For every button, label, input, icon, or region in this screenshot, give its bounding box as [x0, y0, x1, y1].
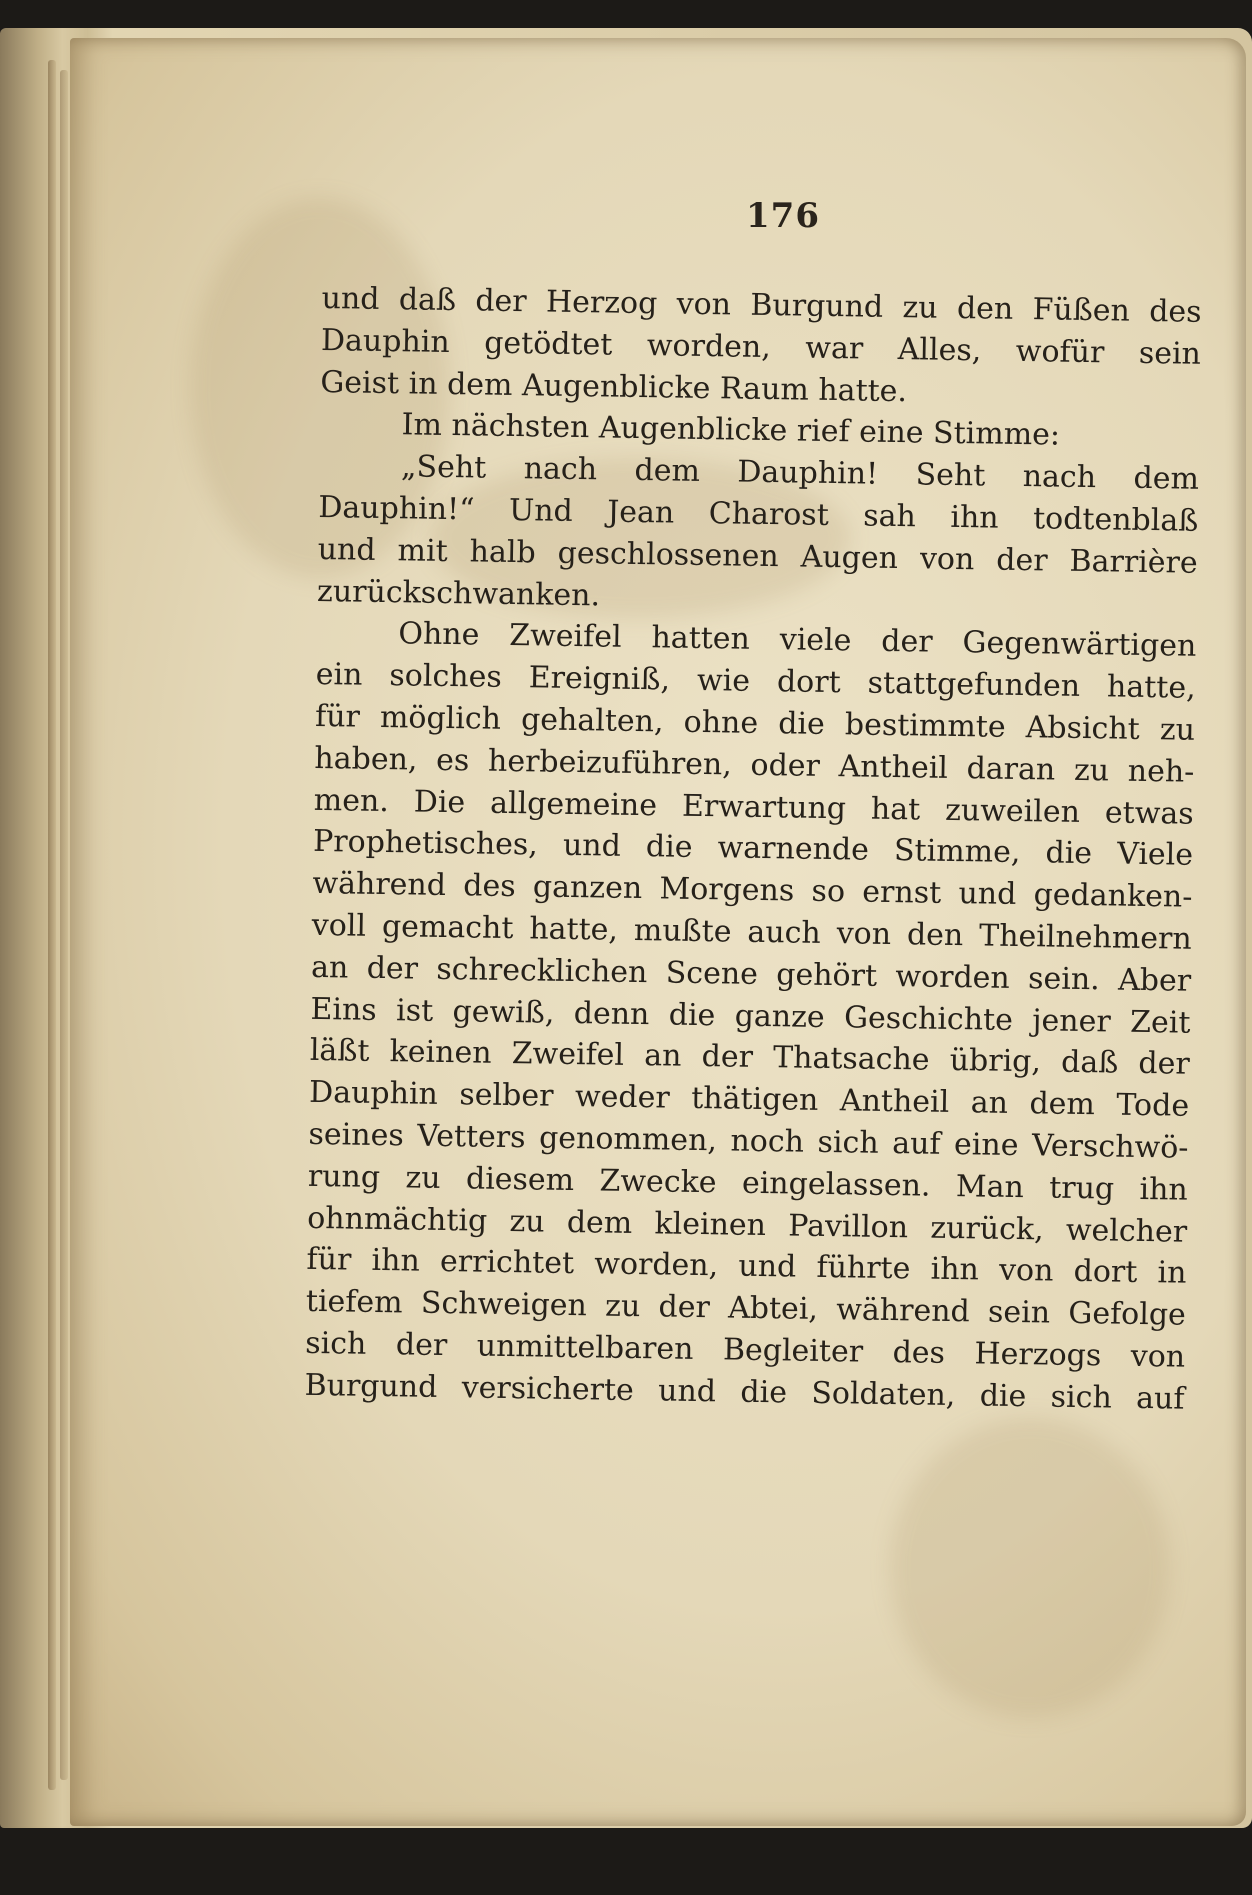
- page-number: 176: [746, 196, 820, 236]
- text-line: „Seht nach dem Dauphin! Seht nach dem: [400, 449, 1200, 497]
- text-line: voll gemacht hatte, mußte auch von den Theilnehmern: [311, 907, 1192, 957]
- text-line: Ohne Zweifel hatten viele der Gegenwärtigen: [398, 616, 1197, 665]
- text-line: ohnmächtig zu dem kleinen Pavillon zurück, welcher: [306, 1200, 1188, 1250]
- text-line: tiefem Schweigen zu der Abtei, während sein Gefolge: [305, 1284, 1187, 1333]
- text-line: und daß der Herzog von Burgund zu den Füßen des: [321, 280, 1202, 330]
- text-line: während des ganzen Morgens so ernst und gedanken-: [312, 866, 1193, 915]
- text-line: Dauphin selber weder thätigen Antheil an dem Tode: [308, 1075, 1190, 1124]
- text-line: Geist in dem Augenblicke Raum hatte.: [320, 364, 908, 409]
- text-line: und mit halb geschlossenen Augen von der Barrière: [317, 531, 1198, 581]
- page-edge-left-inner: [60, 70, 68, 1780]
- body-text: [304, 278, 1202, 1420]
- text-line: für ihn errichtet worden, und führte ihn von dort in: [306, 1242, 1187, 1292]
- text-line: haben, es herbeizuführen, oder Antheil daran zu neh-: [314, 740, 1195, 790]
- text-line: zurückschwanken.: [316, 573, 601, 613]
- text-line: Prophetisches, und die warnende Stimme, die Viele: [312, 824, 1194, 874]
- page-edge-left: [48, 60, 56, 1790]
- text-line: für möglich gehalten, ohne die bestimmte Absicht zu: [314, 698, 1196, 748]
- text-line: Dauphin getödtet worden, war Alles, wofür sein: [320, 322, 1202, 372]
- paper-stain: [890, 1418, 1170, 1718]
- text-line: seines Vetters genommen, noch sich auf eine Verschwö-: [308, 1116, 1189, 1166]
- text-line: Dauphin!“ Und Jean Charost sah ihn todtenblaß: [318, 489, 1199, 539]
- text-line: rung zu diesem Zwecke eingelassen. Man trug ihn: [307, 1158, 1189, 1208]
- text-line: Burgund versicherte und die Soldaten, die sich auf: [304, 1367, 1185, 1417]
- text-line: ein solches Ereigniß, wie dort stattgefunden hatte,: [315, 657, 1196, 706]
- text-line: läßt keinen Zweifel an der Thatsache übrig, daß der: [309, 1033, 1191, 1083]
- text-line: an der schrecklichen Scene gehört worden sein. Aber: [310, 949, 1192, 999]
- text-line: men. Die allgemeine Erwartung hat zuweilen etwas: [313, 782, 1194, 832]
- text-line: sich der unmittelbaren Begleiter des Herzogs von: [304, 1325, 1186, 1375]
- text-line: Im nächsten Augenblicke rief eine Stimme:: [401, 407, 1061, 454]
- text-line: Eins ist gewiß, denn die ganze Geschichte jener Zeit: [310, 991, 1191, 1041]
